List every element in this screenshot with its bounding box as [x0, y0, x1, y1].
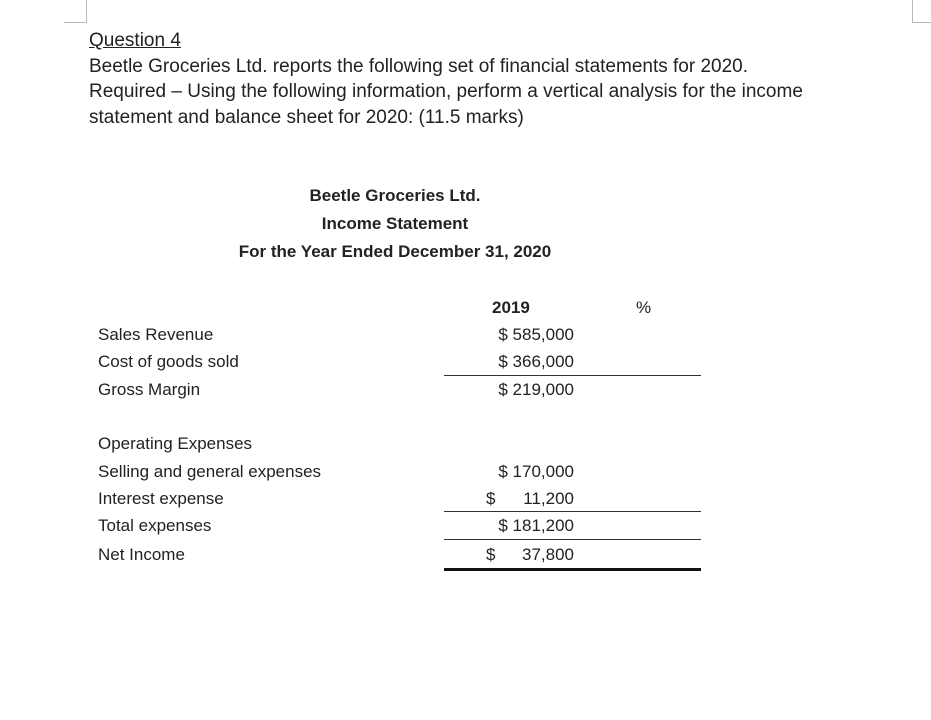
row-label-cost-of-goods-sold: Cost of goods sold — [98, 352, 239, 371]
subtotal-rule — [444, 375, 701, 376]
subtotal-rule — [444, 539, 701, 540]
amount-value: $ 219,000 — [498, 380, 574, 399]
question-line-1: Beetle Groceries Ltd. reports the following set of financial statements for 2020. — [89, 55, 749, 77]
row-label-net-income: Net Income — [98, 545, 185, 564]
statement-company: Beetle Groceries Ltd. — [309, 186, 481, 205]
amount-value: 37,800 — [522, 545, 574, 564]
amount-value: $ 170,000 — [498, 462, 574, 481]
amount-value: 11,200 — [523, 489, 574, 508]
row-label-sales-revenue: Sales Revenue — [98, 325, 214, 344]
subtotal-rule — [444, 511, 701, 512]
question-line-3: statement and balance sheet for 2020: (11.5 marks) — [89, 106, 524, 128]
amount-value: $ 181,200 — [498, 516, 574, 535]
row-label-selling-general: Selling and general expenses — [98, 462, 322, 481]
statement-name: Income Statement — [321, 214, 469, 233]
question-line-2: Required – Using the following information, perform a vertical analysis for the income — [89, 81, 803, 102]
question-title: Question 4 — [89, 30, 181, 51]
total-double-rule — [444, 568, 701, 571]
currency-symbol: $ — [486, 489, 496, 508]
row-label-total-expenses: Total expenses — [98, 516, 212, 535]
amount-value: $ 366,000 — [498, 352, 574, 371]
question-block — [89, 28, 909, 130]
row-label-gross-margin: Gross Margin — [98, 380, 201, 399]
row-label-interest-expense: Interest expense — [98, 489, 224, 508]
page-corner-marker-right — [912, 0, 931, 23]
column-header-year: 2019 — [492, 298, 530, 317]
amount-value: $ 585,000 — [498, 325, 574, 344]
column-header-percent: % — [636, 298, 652, 317]
statement-period: For the Year Ended December 31, 2020 — [238, 242, 552, 261]
currency-symbol: $ — [486, 545, 496, 564]
page-corner-marker-left — [64, 0, 87, 23]
row-label-operating-expenses: Operating Expenses — [98, 434, 253, 453]
